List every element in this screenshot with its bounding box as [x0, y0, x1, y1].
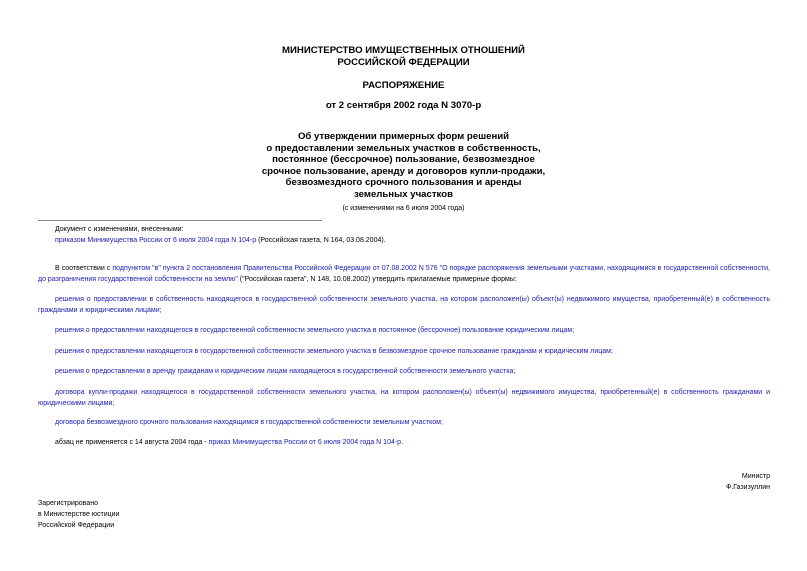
inactive-prefix: абзац не применяется с 14 августа 2004 года -	[55, 439, 209, 446]
changes-note: (с изменениями на 6 июля 2004 года)	[342, 205, 465, 212]
intro-suffix: ("Российская газета", N 148, 10.08.2002) утвердить прилагаемые примерные формы:	[237, 275, 517, 283]
intro-prefix: В соответствии с	[55, 265, 113, 272]
ministry-line-1: МИНИСТЕРСТВО ИМУЩЕСТВЕННЫХ ОТНОШЕНИЙ	[282, 45, 525, 56]
document-type: РАСПОРЯЖЕНИЕ	[362, 80, 445, 91]
form-link[interactable]: решения о предоставлении в аренду гражданам и юридическим лицам находящегося в государственной собственности земельного участка;	[55, 368, 516, 375]
registration-block	[38, 498, 119, 531]
form-item	[38, 347, 770, 358]
form-link[interactable]: решения о предоставлении находящегося в государственной собственности земельного участка в постоянное (бессрочное) пользование юридическим лицам;	[55, 327, 575, 334]
signer-name: Ф.Газизуллин	[725, 484, 770, 491]
subject-line: постоянное (бессрочное) пользование, безвозмездное	[272, 154, 535, 165]
changes-reference	[55, 235, 386, 246]
form-item	[38, 388, 770, 409]
changes-suffix: (Российская газета, N 164, 03.08.2004).	[256, 237, 386, 244]
registration-line: Зарегистрировано	[38, 500, 98, 507]
subject-line: безвозмездного срочного пользования и аренды	[285, 177, 522, 188]
subject-line: Об утверждении примерных форм решений	[297, 131, 510, 142]
document-subject	[0, 131, 807, 200]
form-item	[38, 295, 770, 316]
ministry-header	[0, 45, 807, 68]
signature-block	[726, 471, 770, 493]
inactive-order-link[interactable]: приказ Минимущества России от 6 июля 2004 года N 104-р	[208, 439, 402, 446]
intro-paragraph	[38, 264, 770, 285]
registration-line: в Министерстве юстиции	[38, 511, 120, 518]
signer-title: Министр	[741, 473, 770, 480]
changes-label: Документ с изменениями, внесенными:	[55, 226, 184, 233]
subject-line: земельных участков	[354, 188, 453, 200]
subject-line: о предоставлении земельных участков в собственность,	[266, 142, 541, 154]
registration-line: Российской Федерации	[38, 522, 115, 529]
form-link[interactable]: решения о предоставлении находящегося в государственной собственности земельного участка в безвозмездное срочное пользование гражданам и юридическим лицам;	[55, 348, 613, 355]
form-link[interactable]: решения о предоставлении в собственность находящегося в государственной собственности земельного участка, на котором расположен(ы) объект(ы) недвижимого имущества, приобретенный(е) в собственность гражданами и юридическими лицами;	[38, 296, 770, 314]
inactive-suffix: .	[401, 439, 404, 446]
resolution-link[interactable]: подпунктом "в" пункта 2 постановления Правительства Российской Федерации от 07.08.2002 N 576 "О порядке распоряжения земельными участками, находящимися в государственной собственности, до разграничения государственной собственности на землю"	[38, 265, 771, 283]
form-link[interactable]: договора купли-продажи находящегося в государственной собственности земельного участка, на котором расположен(ы) объект(ы) недвижимого имущества, приобретенный(е) в собственность гражданами и юридическими лицами;	[38, 389, 770, 407]
inactive-paragraph	[38, 438, 770, 449]
subject-line: срочное пользование, аренду и договоров купли-продажи,	[261, 165, 546, 177]
ministry-line-2: РОССИЙСКОЙ ФЕДЕРАЦИИ	[337, 56, 470, 68]
form-link[interactable]: договора безвозмездного срочного пользования находящимся в государственной собственности земельным участком;	[55, 419, 443, 426]
divider	[38, 220, 322, 221]
changes-order-link[interactable]: приказом Минимущества России от 6 июля 2004 года N 104-р	[55, 237, 257, 244]
document-changes	[55, 224, 386, 246]
document-date: от 2 сентября 2002 года N 3070-р	[325, 100, 482, 111]
form-item	[38, 418, 770, 429]
form-item	[38, 367, 770, 378]
form-item	[38, 326, 770, 337]
